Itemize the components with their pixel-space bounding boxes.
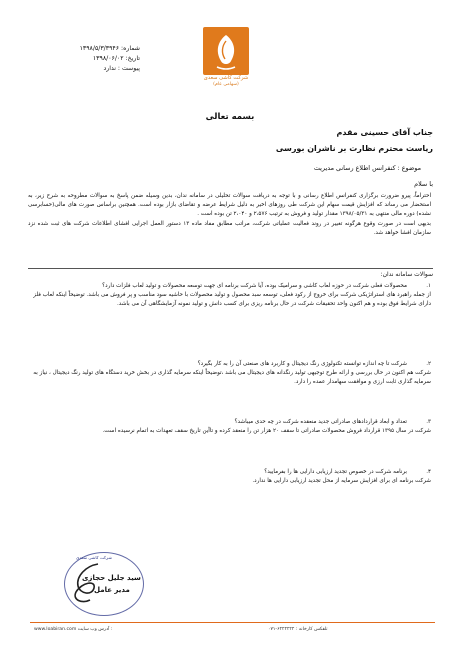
company-logo-icon bbox=[203, 27, 249, 75]
stamp-text: شرکت کاشی سعدی bbox=[76, 555, 112, 560]
question-text: محصولات فعلی شرکت در حوزه لعاب کاشی و سرامیک بوده، آیا شرکت برنامه ای جهت توسعه محصولات و تولید لعاب فلزات دارد؟ bbox=[102, 283, 407, 289]
letter-attachment: پیوست : ندارد bbox=[103, 65, 140, 72]
footer-website[interactable] bbox=[34, 627, 112, 632]
question-text: تعداد و ابعاد قراردادهای صادراتی جدید منعقده شرکت در چه حدی میباشد؟ bbox=[234, 419, 407, 425]
letter-date: تاریخ: ۱۳۹۸/۰۶/۰۲ bbox=[92, 55, 140, 62]
section-divider bbox=[28, 268, 433, 269]
website-label: آدرس وب سایت : bbox=[77, 627, 113, 632]
answer-text: شرکت برنامه ای برای افزایش سرمایه از محل تجدید ارزیابی دارایی ها ندارد. bbox=[252, 478, 431, 485]
question-item bbox=[28, 418, 431, 436]
body-paragraph: احتراماً، پیرو ضرورت برگزاری کنفرانس اطلاع رسانی و با توجه به دریافت سوالات تحلیلی در سامانه ندان، بدین وسیله ضمن پاسخ به سوالات مطروحه به شرح زیر، به استحضار می رساند که افزایش قیمت سهام این شرکت طی روزهای اخیر به دلیل شرایط عرضه و تقاضای بازار بوده است. همچنین براساس صورت های مالی(حسابرسی نشده) دوره مالی منتهی به ۱۳۹۸/۰۵/۳۱ مقدار تولید و فروش به ترتیب ۲،۵۷۶ و ۲،۰۴۰ تن بوده است . bbox=[28, 193, 431, 218]
answer-text: از جمله راهبرد های استراتژیکی شرکت برای خروج از رکود فعلی، توسعه سبد محصول و تولید محصولات با حاشیه سود مناسب و پر فروش می باشد. توضیحاً اینکه لعاب فلز دارای شرایط فوق بوده و هم اکنون واحد تحقیقات شرکت در حال برنامه ریزی برای کسب دانش و تولید نمونه آزمایشگاهی آن می باشد. bbox=[33, 292, 431, 308]
question-item bbox=[28, 468, 431, 486]
question-number: ۲. bbox=[426, 361, 431, 367]
question-number: ۱. bbox=[426, 283, 431, 289]
letter-meta bbox=[54, 44, 140, 74]
addressee-name: جناب آقای حسینی مقدم bbox=[336, 128, 433, 137]
question-item bbox=[28, 360, 431, 387]
letter-subject: موضوع : کنفرانس اطلاع رسانی مدیریت bbox=[313, 164, 421, 172]
answer-text: شرکت هم اکنون در حال بررسی و ارائه طرح توجیهی تولید رنگدانه های دیجیتال می باشد ،توضیحاً اینکه سرمایه گذاری در بخش خرید دستگاه های تولید رنگ دیجیتال ، نیاز به سرمایه گذاری ثابت ارزی و موافقت سهامدار عمده را دارد. bbox=[33, 370, 431, 386]
question-number: ۴. bbox=[426, 469, 431, 475]
signatory-title: مدیر عامل bbox=[94, 586, 130, 594]
signatory-name: سید جلیل حجازی bbox=[82, 574, 141, 582]
question-number: ۳. bbox=[426, 419, 431, 425]
letter-number: شماره: ۱۳۹۸/۵/۳/۳۹۴۶ bbox=[79, 45, 140, 52]
greeting: با سلام bbox=[414, 180, 433, 188]
company-subtitle: (سهامی عام) bbox=[213, 82, 239, 87]
website-url[interactable]: www.loabiran.com bbox=[34, 627, 77, 632]
footer-telephone: تلفکس کارخانه : ۶۲۲۲۲۲۲-۰۷۱ bbox=[268, 627, 328, 632]
questions-title: سوالات سامانه ندان: bbox=[380, 271, 433, 278]
question-text: برنامه شرکت در خصوص تجدید ارزیابی دارایی ها را بفرمایید؟ bbox=[264, 469, 407, 475]
company-name: شرکت کاشی سعدی bbox=[203, 75, 249, 81]
answer-text: شرکت در سال ۱۳۹۵ قرارداد فروش محصولات صادراتی تا سقف ۲۰ هزار تن را منعقد کرده و تاآین تاریخ سقف تعهدات به اتمام نرسیده است. bbox=[102, 428, 431, 435]
question-text: شرکت تا چه اندازه توانسته تکنولوژی رنگ دیجیتال و کاربرد های صنعتی آن را به کار بگیرد؟ bbox=[197, 361, 407, 367]
letter-body bbox=[28, 192, 431, 238]
invocation-heading: بسمه تعالی bbox=[205, 112, 255, 122]
addressee-title: ریاست محترم نظارت بر ناشران بورسی bbox=[275, 144, 433, 153]
signature-block bbox=[64, 552, 154, 616]
handwritten-signature-icon bbox=[68, 560, 108, 606]
body-paragraph: بدیهی است در صورت وقوع هرگونه تغییر در روند فعالیت عملیاتی شرکت، مراتب مطابق مفاد ماده ۱۳ دستور العمل اجرایی افشای اطلاعات شرکت های ثبت شده نزد سازمان افشا خواهد شد. bbox=[28, 220, 431, 236]
question-item bbox=[28, 282, 431, 309]
footer-rule bbox=[30, 622, 435, 623]
